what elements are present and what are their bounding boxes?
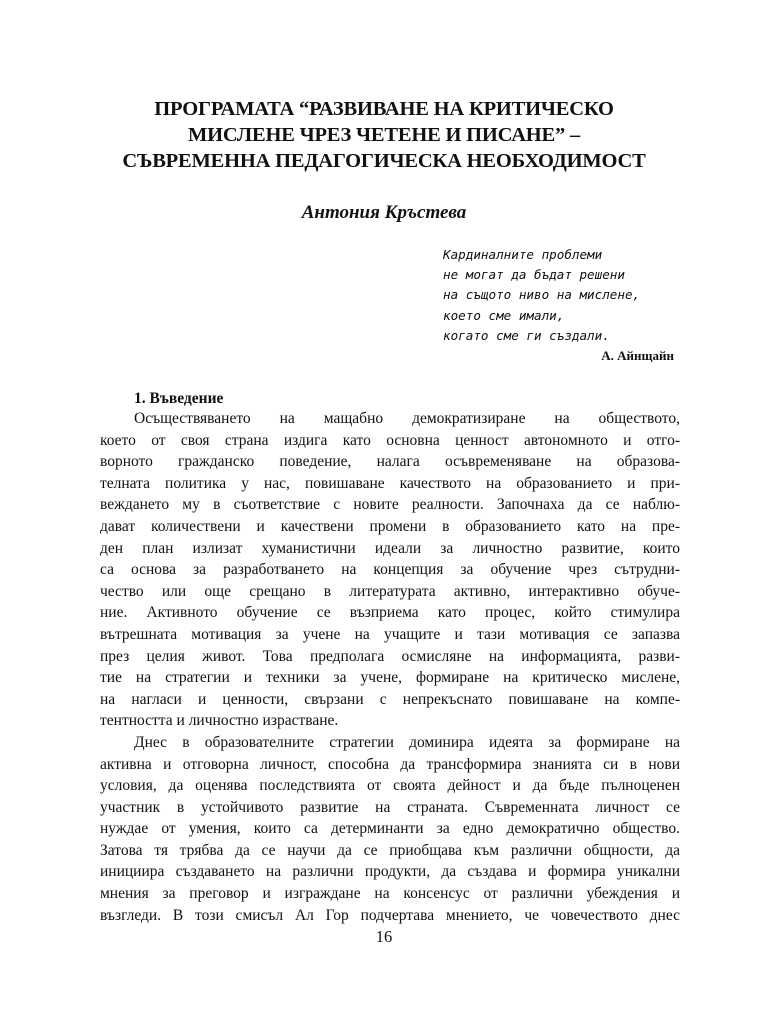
text-line: тентността и личностно израстване. (100, 712, 339, 730)
article-title (100, 96, 668, 174)
author-name: Антония Кръстева (301, 202, 467, 223)
text-line: което от своя страна издига като основна ценност автономното и отго- (100, 431, 680, 449)
text-line: инициира създаването на различни продукти, да създава и формира уникални (100, 863, 680, 881)
text-line: са основа за разработването на концепция за обучение чрез сътрудни- (100, 561, 680, 579)
text-line: веждането му в съответствие с новите реалности. Започнаха да се наблю- (100, 496, 680, 514)
text-line: тие на стратегии и техники за учене, формиране на критическо мислене, (100, 669, 680, 687)
text-line: чество или още срещано в литературата активно, интерактивно обуче- (100, 582, 680, 600)
epigraph-line: което сме имали, (443, 307, 565, 323)
title-line-1: ПРОГРАМАТА “РАЗВИВАНЕ НА КРИТИЧЕСКО (154, 98, 614, 120)
text-line: мнения за преговор и изграждане на консенсус от различни убеждения и (100, 885, 680, 903)
page-number: 16 (375, 927, 393, 946)
epigraph-line: Кардиналните проблеми (443, 247, 603, 262)
text-line: през целия живот. Това предполага осмисляне на информацията, разви- (100, 647, 680, 665)
body-text (100, 408, 680, 926)
epigraph (443, 245, 678, 366)
epigraph-line: на същото ниво на мислене, (443, 287, 641, 303)
epigraph-attribution: А. Айнщайн (601, 348, 674, 364)
paragraph-2 (100, 732, 680, 926)
epigraph-line: не могат да бъдат решени (443, 267, 625, 283)
text-line: Затова тя трябва да се научи да се приобщава към различни общности, да (100, 841, 680, 859)
section-heading: 1. Въведение (134, 390, 224, 407)
text-line: нуждае от умения, които са детерминанти за едно демократично общество. (100, 820, 680, 838)
text-line: вътрешната мотивация за учене на учащите и тази мотивация се запазва (100, 625, 680, 643)
title-line-2: МИСЛЕНЕ ЧРЕЗ ЧЕТЕНЕ И ПИСАНЕ” – (187, 124, 581, 146)
text-line: условия, да оценява последствията от своята дейност и да бъде пълноценен (100, 777, 680, 795)
text-line: ден план излизат хуманистични идеали за личностно развитие, които (100, 539, 680, 557)
text-line: ворното гражданско поведение, налага осъвременяване на образова- (100, 453, 680, 471)
text-line: дават количествени и качествени промени в образованието като на пре- (100, 517, 680, 535)
title-line-3: СЪВРЕМЕННА ПЕДАГОГИЧЕСКА НЕОБХОДИМОСТ (122, 150, 646, 172)
text-line: ние. Активното обучение се възприема като процес, който стимулира (100, 604, 680, 622)
paragraph-1 (100, 408, 680, 732)
text-line: активна и отговорна личност, способна да трансформира знанията си в нови (100, 755, 680, 773)
text-line: възгледи. В този смисъл Ал Гор подчертава мнението, че човечеството днес (100, 906, 680, 924)
text-line: участник в устойчивото развитие на страната. Съвременната личност се (100, 798, 680, 816)
text-line: телната политика у нас, повишаване качеството на образованието и при- (100, 474, 680, 492)
epigraph-line: когато сме ги създали. (443, 327, 610, 343)
text-line: на нагласи и ценности, свързани с непрекъснато повишаване на компе- (100, 690, 680, 708)
text-line: Днес в образователните стратегии доминира идеята за формиране на (134, 733, 680, 751)
text-line: Осъществяването на мащабно демократизиране на обществото, (134, 410, 680, 427)
